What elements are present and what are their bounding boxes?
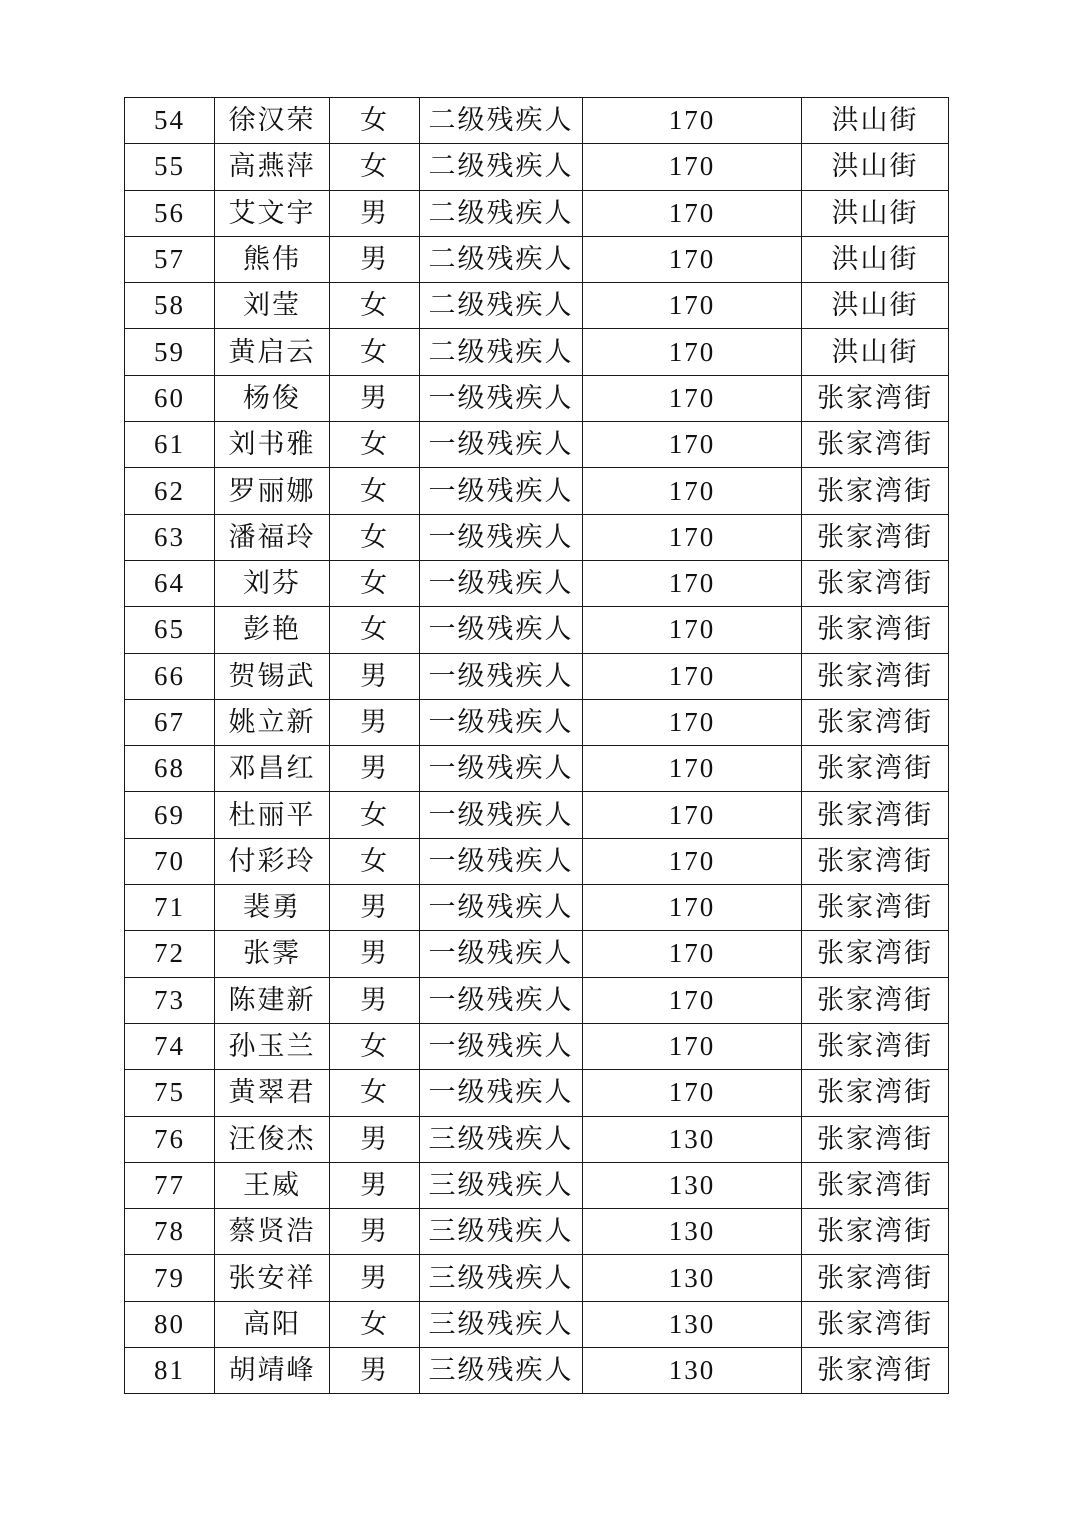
cell-name: 贺锡武 bbox=[215, 653, 330, 699]
cell-gender: 男 bbox=[330, 746, 420, 792]
cell-gender: 男 bbox=[330, 931, 420, 977]
cell-amount: 170 bbox=[583, 1070, 802, 1116]
cell-street: 洪山街 bbox=[802, 98, 949, 144]
table-row bbox=[125, 98, 949, 144]
cell-gender: 女 bbox=[330, 560, 420, 606]
cell-name: 孙玉兰 bbox=[215, 1023, 330, 1069]
cell-street: 洪山街 bbox=[802, 329, 949, 375]
cell-street: 张家湾街 bbox=[802, 977, 949, 1023]
table-body bbox=[125, 98, 949, 1394]
cell-number: 67 bbox=[125, 699, 215, 745]
table-row bbox=[125, 1116, 949, 1162]
table-row bbox=[125, 746, 949, 792]
cell-name: 胡靖峰 bbox=[215, 1348, 330, 1394]
cell-disability-level: 三级残疾人 bbox=[420, 1255, 583, 1301]
cell-number: 70 bbox=[125, 838, 215, 884]
cell-amount: 170 bbox=[583, 977, 802, 1023]
table-row bbox=[125, 468, 949, 514]
cell-street: 洪山街 bbox=[802, 283, 949, 329]
cell-gender: 男 bbox=[330, 375, 420, 421]
cell-disability-level: 一级残疾人 bbox=[420, 931, 583, 977]
cell-gender: 女 bbox=[330, 1023, 420, 1069]
cell-name: 刘芬 bbox=[215, 560, 330, 606]
cell-street: 张家湾街 bbox=[802, 1070, 949, 1116]
cell-street: 张家湾街 bbox=[802, 838, 949, 884]
table-row bbox=[125, 1162, 949, 1208]
cell-amount: 170 bbox=[583, 98, 802, 144]
cell-amount: 170 bbox=[583, 792, 802, 838]
cell-street: 张家湾街 bbox=[802, 1348, 949, 1394]
cell-amount: 170 bbox=[583, 560, 802, 606]
cell-street: 张家湾街 bbox=[802, 746, 949, 792]
table-row bbox=[125, 283, 949, 329]
cell-name: 潘福玲 bbox=[215, 514, 330, 560]
cell-name: 罗丽娜 bbox=[215, 468, 330, 514]
cell-disability-level: 一级残疾人 bbox=[420, 1070, 583, 1116]
cell-disability-level: 三级残疾人 bbox=[420, 1348, 583, 1394]
cell-disability-level: 一级残疾人 bbox=[420, 653, 583, 699]
cell-name: 艾文宇 bbox=[215, 190, 330, 236]
table-row bbox=[125, 236, 949, 282]
cell-gender: 男 bbox=[330, 1209, 420, 1255]
cell-amount: 130 bbox=[583, 1348, 802, 1394]
cell-street: 张家湾街 bbox=[802, 792, 949, 838]
cell-amount: 170 bbox=[583, 468, 802, 514]
cell-number: 78 bbox=[125, 1209, 215, 1255]
cell-disability-level: 三级残疾人 bbox=[420, 1116, 583, 1162]
cell-name: 汪俊杰 bbox=[215, 1116, 330, 1162]
cell-name: 张安祥 bbox=[215, 1255, 330, 1301]
cell-street: 洪山街 bbox=[802, 144, 949, 190]
cell-street: 张家湾街 bbox=[802, 1301, 949, 1347]
table-row bbox=[125, 190, 949, 236]
cell-amount: 170 bbox=[583, 375, 802, 421]
table-row bbox=[125, 1209, 949, 1255]
table-row bbox=[125, 422, 949, 468]
cell-number: 77 bbox=[125, 1162, 215, 1208]
cell-number: 68 bbox=[125, 746, 215, 792]
table-row bbox=[125, 375, 949, 421]
cell-amount: 170 bbox=[583, 746, 802, 792]
cell-gender: 女 bbox=[330, 838, 420, 884]
cell-gender: 男 bbox=[330, 653, 420, 699]
cell-number: 76 bbox=[125, 1116, 215, 1162]
cell-street: 张家湾街 bbox=[802, 514, 949, 560]
cell-disability-level: 二级残疾人 bbox=[420, 144, 583, 190]
cell-gender: 男 bbox=[330, 190, 420, 236]
cell-disability-level: 一级残疾人 bbox=[420, 375, 583, 421]
cell-street: 张家湾街 bbox=[802, 699, 949, 745]
cell-gender: 女 bbox=[330, 144, 420, 190]
cell-gender: 男 bbox=[330, 1255, 420, 1301]
cell-street: 洪山街 bbox=[802, 236, 949, 282]
cell-amount: 170 bbox=[583, 931, 802, 977]
cell-number: 71 bbox=[125, 885, 215, 931]
cell-gender: 女 bbox=[330, 1070, 420, 1116]
cell-name: 付彩玲 bbox=[215, 838, 330, 884]
cell-name: 张霁 bbox=[215, 931, 330, 977]
cell-name: 陈建新 bbox=[215, 977, 330, 1023]
cell-amount: 170 bbox=[583, 699, 802, 745]
table-row bbox=[125, 560, 949, 606]
cell-amount: 170 bbox=[583, 885, 802, 931]
cell-amount: 170 bbox=[583, 514, 802, 560]
cell-gender: 女 bbox=[330, 422, 420, 468]
cell-gender: 女 bbox=[330, 329, 420, 375]
cell-name: 刘书雅 bbox=[215, 422, 330, 468]
cell-amount: 170 bbox=[583, 653, 802, 699]
cell-number: 63 bbox=[125, 514, 215, 560]
cell-number: 58 bbox=[125, 283, 215, 329]
cell-number: 59 bbox=[125, 329, 215, 375]
cell-amount: 170 bbox=[583, 838, 802, 884]
cell-name: 王威 bbox=[215, 1162, 330, 1208]
cell-amount: 170 bbox=[583, 607, 802, 653]
cell-disability-level: 二级残疾人 bbox=[420, 98, 583, 144]
cell-name: 杨俊 bbox=[215, 375, 330, 421]
cell-disability-level: 二级残疾人 bbox=[420, 236, 583, 282]
table-row bbox=[125, 607, 949, 653]
table-row bbox=[125, 653, 949, 699]
cell-street: 张家湾街 bbox=[802, 653, 949, 699]
table-row bbox=[125, 144, 949, 190]
cell-street: 张家湾街 bbox=[802, 931, 949, 977]
cell-name: 杜丽平 bbox=[215, 792, 330, 838]
cell-street: 张家湾街 bbox=[802, 1162, 949, 1208]
cell-number: 79 bbox=[125, 1255, 215, 1301]
cell-gender: 女 bbox=[330, 468, 420, 514]
cell-gender: 男 bbox=[330, 699, 420, 745]
cell-amount: 130 bbox=[583, 1301, 802, 1347]
cell-disability-level: 一级残疾人 bbox=[420, 560, 583, 606]
cell-disability-level: 一级残疾人 bbox=[420, 1023, 583, 1069]
cell-gender: 男 bbox=[330, 236, 420, 282]
cell-name: 彭艳 bbox=[215, 607, 330, 653]
cell-name: 蔡贤浩 bbox=[215, 1209, 330, 1255]
cell-amount: 170 bbox=[583, 283, 802, 329]
cell-number: 54 bbox=[125, 98, 215, 144]
cell-name: 刘莹 bbox=[215, 283, 330, 329]
table-row bbox=[125, 1023, 949, 1069]
table-row bbox=[125, 838, 949, 884]
cell-number: 74 bbox=[125, 1023, 215, 1069]
cell-gender: 女 bbox=[330, 607, 420, 653]
cell-disability-level: 二级残疾人 bbox=[420, 283, 583, 329]
cell-amount: 130 bbox=[583, 1255, 802, 1301]
cell-name: 邓昌红 bbox=[215, 746, 330, 792]
cell-amount: 130 bbox=[583, 1116, 802, 1162]
cell-gender: 男 bbox=[330, 885, 420, 931]
cell-gender: 男 bbox=[330, 977, 420, 1023]
cell-gender: 女 bbox=[330, 1301, 420, 1347]
cell-street: 张家湾街 bbox=[802, 1023, 949, 1069]
cell-street: 张家湾街 bbox=[802, 560, 949, 606]
cell-disability-level: 一级残疾人 bbox=[420, 838, 583, 884]
cell-number: 60 bbox=[125, 375, 215, 421]
cell-amount: 170 bbox=[583, 190, 802, 236]
cell-disability-level: 一级残疾人 bbox=[420, 468, 583, 514]
cell-street: 张家湾街 bbox=[802, 1209, 949, 1255]
cell-disability-level: 一级残疾人 bbox=[420, 746, 583, 792]
table-row bbox=[125, 1301, 949, 1347]
cell-number: 66 bbox=[125, 653, 215, 699]
cell-disability-level: 一级残疾人 bbox=[420, 792, 583, 838]
cell-number: 73 bbox=[125, 977, 215, 1023]
table-row bbox=[125, 514, 949, 560]
cell-disability-level: 一级残疾人 bbox=[420, 607, 583, 653]
cell-street: 张家湾街 bbox=[802, 1255, 949, 1301]
cell-gender: 女 bbox=[330, 283, 420, 329]
cell-disability-level: 一级残疾人 bbox=[420, 699, 583, 745]
cell-number: 56 bbox=[125, 190, 215, 236]
table-row bbox=[125, 792, 949, 838]
cell-number: 81 bbox=[125, 1348, 215, 1394]
cell-gender: 男 bbox=[330, 1348, 420, 1394]
cell-disability-level: 三级残疾人 bbox=[420, 1301, 583, 1347]
cell-number: 80 bbox=[125, 1301, 215, 1347]
cell-amount: 130 bbox=[583, 1162, 802, 1208]
table-row bbox=[125, 1070, 949, 1116]
cell-amount: 170 bbox=[583, 329, 802, 375]
table-row bbox=[125, 931, 949, 977]
table-row bbox=[125, 1255, 949, 1301]
cell-name: 姚立新 bbox=[215, 699, 330, 745]
table-row bbox=[125, 1348, 949, 1394]
cell-disability-level: 一级残疾人 bbox=[420, 885, 583, 931]
cell-amount: 170 bbox=[583, 144, 802, 190]
cell-amount: 170 bbox=[583, 236, 802, 282]
cell-street: 张家湾街 bbox=[802, 468, 949, 514]
cell-gender: 男 bbox=[330, 1162, 420, 1208]
table-row bbox=[125, 699, 949, 745]
cell-disability-level: 一级残疾人 bbox=[420, 977, 583, 1023]
cell-number: 55 bbox=[125, 144, 215, 190]
cell-disability-level: 一级残疾人 bbox=[420, 422, 583, 468]
cell-gender: 男 bbox=[330, 1116, 420, 1162]
cell-number: 65 bbox=[125, 607, 215, 653]
cell-number: 69 bbox=[125, 792, 215, 838]
recipient-table bbox=[124, 97, 949, 1394]
table-row bbox=[125, 329, 949, 375]
cell-name: 裴勇 bbox=[215, 885, 330, 931]
cell-name: 高阳 bbox=[215, 1301, 330, 1347]
table-row bbox=[125, 977, 949, 1023]
cell-street: 张家湾街 bbox=[802, 375, 949, 421]
cell-name: 黄翠君 bbox=[215, 1070, 330, 1116]
cell-name: 黄启云 bbox=[215, 329, 330, 375]
cell-name: 徐汉荣 bbox=[215, 98, 330, 144]
cell-gender: 女 bbox=[330, 792, 420, 838]
table-row bbox=[125, 885, 949, 931]
cell-gender: 女 bbox=[330, 98, 420, 144]
cell-disability-level: 三级残疾人 bbox=[420, 1162, 583, 1208]
cell-number: 72 bbox=[125, 931, 215, 977]
cell-number: 75 bbox=[125, 1070, 215, 1116]
cell-disability-level: 二级残疾人 bbox=[420, 329, 583, 375]
cell-disability-level: 二级残疾人 bbox=[420, 190, 583, 236]
cell-amount: 170 bbox=[583, 1023, 802, 1069]
cell-amount: 130 bbox=[583, 1209, 802, 1255]
cell-street: 张家湾街 bbox=[802, 422, 949, 468]
cell-street: 张家湾街 bbox=[802, 607, 949, 653]
cell-street: 洪山街 bbox=[802, 190, 949, 236]
cell-amount: 170 bbox=[583, 422, 802, 468]
cell-number: 61 bbox=[125, 422, 215, 468]
cell-number: 57 bbox=[125, 236, 215, 282]
cell-name: 高燕萍 bbox=[215, 144, 330, 190]
cell-number: 62 bbox=[125, 468, 215, 514]
cell-name: 熊伟 bbox=[215, 236, 330, 282]
cell-street: 张家湾街 bbox=[802, 1116, 949, 1162]
cell-disability-level: 三级残疾人 bbox=[420, 1209, 583, 1255]
cell-street: 张家湾街 bbox=[802, 885, 949, 931]
cell-number: 64 bbox=[125, 560, 215, 606]
cell-disability-level: 一级残疾人 bbox=[420, 514, 583, 560]
cell-gender: 女 bbox=[330, 514, 420, 560]
